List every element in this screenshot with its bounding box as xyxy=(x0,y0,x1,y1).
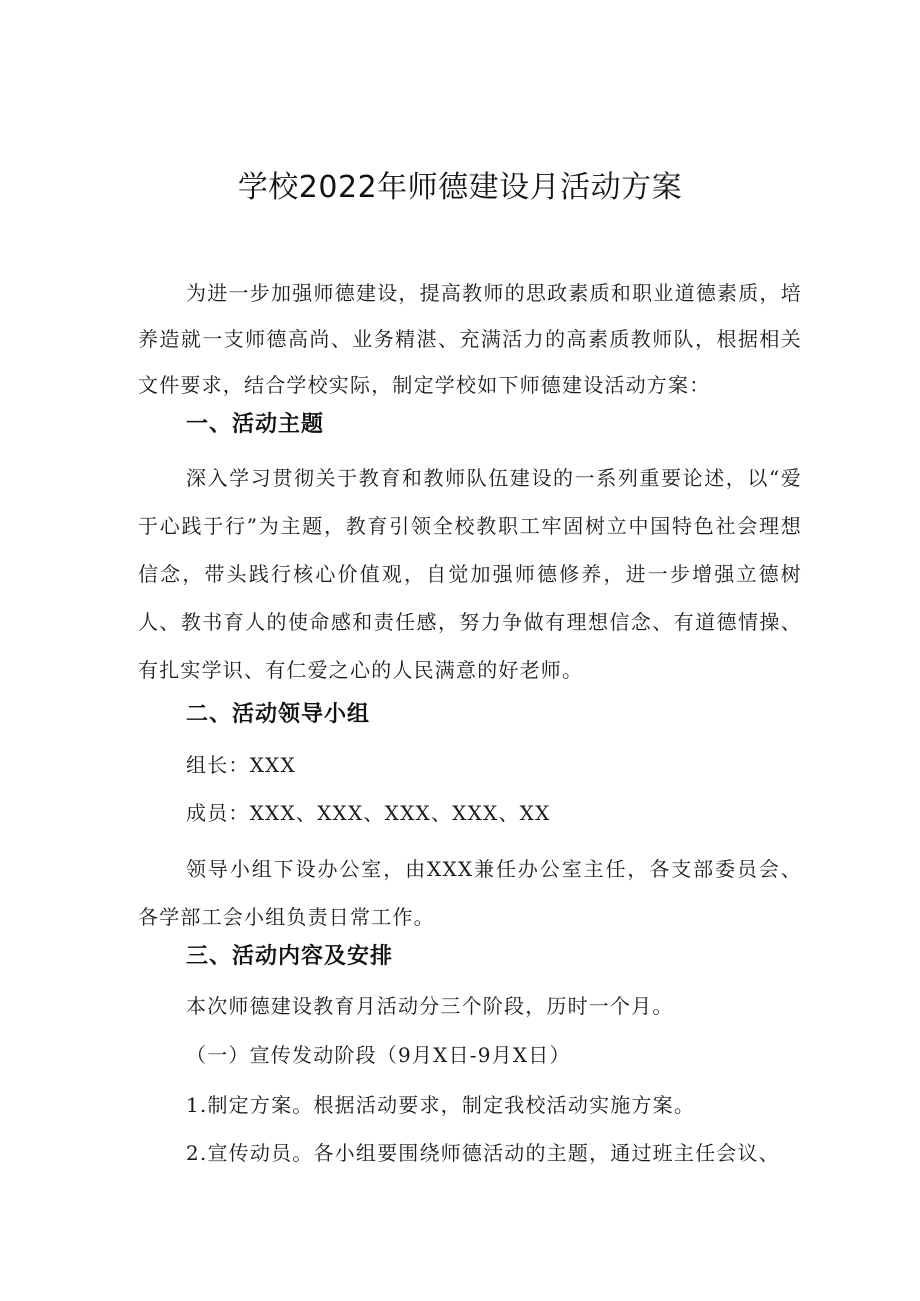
office-paragraph xyxy=(138,845,802,941)
item-1-line: 1.制定方案。根据活动要求，制定我校活动实施方案。 xyxy=(186,1093,696,1117)
section-1-paragraph xyxy=(138,454,802,694)
members-line: 成员：XXX、XXX、XXX、XXX、XX xyxy=(186,801,551,825)
intro-paragraph xyxy=(138,270,802,408)
section-2-heading: 二、活动领导小组 xyxy=(186,702,371,727)
section-1-text: 深入学习贯彻关于教育和教师队伍建设的一系列重要论述，以“爱于心践于行”为主题，教育引领全校教职工牢固树立中国特色社会理想信念，带头践行核心价值观，自觉加强师德修养，进一步增强立德树人、教书育人的使命感和责任感，努力争做有理想信念、有道德情操、有扎实学识、有仁爱之心的人民满意的好老师。 xyxy=(138,466,802,682)
leader-line: 组长：XXX xyxy=(186,753,296,777)
section-1-heading: 一、活动主题 xyxy=(186,412,325,437)
item-2-line: 2.宣传动员。各小组要围绕师德活动的主题，通过班主任会议、 xyxy=(186,1141,780,1165)
office-text: 领导小组下设办公室，由XXX兼任办公室主任，各支部委员会、各学部工会小组负责日常工作。 xyxy=(138,857,802,929)
intro-text: 为进一步加强师德建设，提高教师的思政素质和职业道德素质，培养造就一支师德高尚、业务精湛、充满活力的高素质教师队，根据相关文件要求，结合学校实际，制定学校如下师德建设活动方案： xyxy=(138,281,802,397)
section-3-heading: 三、活动内容及安排 xyxy=(186,944,394,969)
document-title: 学校2022年师德建设月活动方案 xyxy=(237,170,683,205)
phase-1-line: （一）宣传发动阶段（9月X日-9月X日） xyxy=(186,1043,571,1067)
section-3-overview: 本次师德建设教育月活动分三个阶段，历时一个月。 xyxy=(186,994,674,1018)
